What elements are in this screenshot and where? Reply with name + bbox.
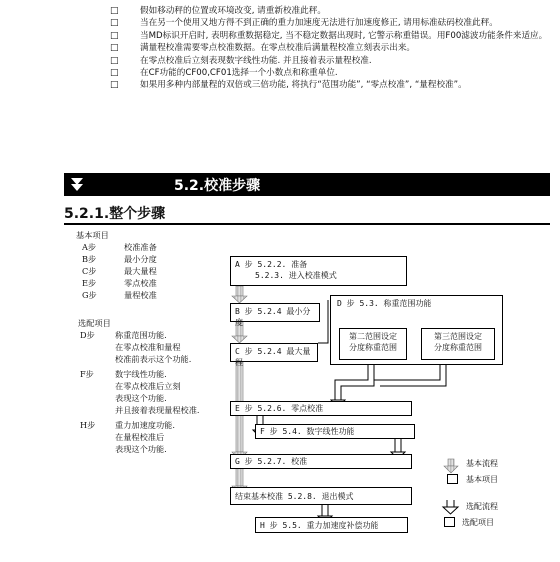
bullet-text: 当在另一个使用又地方得不到正确的重力加速度无法进行加速度修正, 请用标准砝码校准此秤。 [140, 18, 498, 29]
range-2-box: 第二范围设定 分度称重范围 [339, 328, 407, 360]
range-3-box: 第三范围设定 分度称重范围 [421, 328, 495, 360]
bullet-text: 在CF功能的CF00,CF01选择一个小数点和称重单位. [140, 67, 338, 78]
list-item: G步 量程校准 [82, 290, 157, 300]
bullet-square-icon: □ [110, 80, 119, 91]
step-c-box: C 步 5.2.4 最大量程 [230, 343, 318, 362]
bullet-text: 假如移动秤的位置或环境改变, 请重新校准此秤。 [140, 6, 326, 16]
step-e-box: E 步 5.2.6. 零点校准 [230, 401, 412, 416]
bullet-square-icon: □ [110, 30, 119, 41]
bullet-text: 如果用多种内部量程的双倍或三倍功能, 将执行“范围功能”, “零点校准”, “量程校准”。 [140, 80, 467, 91]
bullet-square-icon: □ [110, 67, 119, 78]
bullet-text: 当MD标识开启时, 表明称重数据稳定, 当不稳定数据出现时, 它警示称重错误。用F00滤波功能条件来适应。 [140, 30, 548, 41]
legend-optional-item-swatch [444, 517, 455, 527]
list-item-text: 数字线性功能. 在零点校准后立刻 表现这个功能. 并且接着表现量程校准. [115, 369, 200, 415]
step-a-box: A 步 5.2.2. 准备 5.2.3. 进入校准模式 [230, 256, 407, 286]
subsection-title: 5.2.1.整个步骤 [64, 206, 166, 222]
section-title: 5.2.校准步骤 [174, 178, 261, 194]
bullet-square-icon: □ [110, 43, 119, 54]
list-item-key: D步 [80, 330, 95, 340]
step-g-box: G 步 5.2.7. 校准 [230, 454, 412, 469]
list-item-key: F步 [80, 369, 94, 379]
bullet-text: 满量程校准需要零点校准数据。在零点校准后满量程校准立刻表示出来。 [140, 43, 416, 54]
bullet-square-icon: □ [110, 6, 119, 16]
bullet-square-icon: □ [110, 55, 119, 66]
list-item: A步 校准准备 [82, 242, 157, 252]
basic-items-heading: 基本项目 [76, 230, 109, 240]
legend-basic-flow: 基本流程 [466, 459, 498, 468]
legend-basic-item-swatch [447, 474, 458, 484]
step-b-box: B 步 5.2.4 最小分度 [230, 303, 320, 322]
bullet-text: 在零点校准后立刻表现数字线性功能. 并且接着表示量程校准. [140, 55, 372, 66]
step-f-box: F 步 5.4. 数字线性功能 [255, 424, 415, 439]
list-item-key: H步 [80, 420, 96, 430]
legend-optional-flow: 选配流程 [466, 502, 498, 511]
list-item-text: 重力加速度功能. 在量程校准后 表现这个功能. [115, 420, 175, 454]
bullet-square-icon: □ [110, 18, 119, 29]
legend-basic-item: 基本项目 [466, 475, 498, 484]
legend-optional-item: 选配项目 [462, 518, 494, 527]
list-item: B步 最小分度 [82, 254, 157, 264]
optional-items-heading: 选配项目 [78, 318, 111, 328]
step-d-box: D 步 5.3. 称重范围功能 [330, 295, 503, 365]
list-item-text: 称重范围功能. 在零点校准和量程 校准前表示这个功能. [115, 330, 192, 364]
list-item: E步 零点校准 [82, 278, 157, 288]
step-h-box: H 步 5.5. 重力加速度补偿功能 [255, 517, 408, 533]
list-item: C步 最大量程 [82, 266, 157, 276]
step-end-box: 结束基本校准 5.2.8. 退出模式 [230, 487, 412, 505]
